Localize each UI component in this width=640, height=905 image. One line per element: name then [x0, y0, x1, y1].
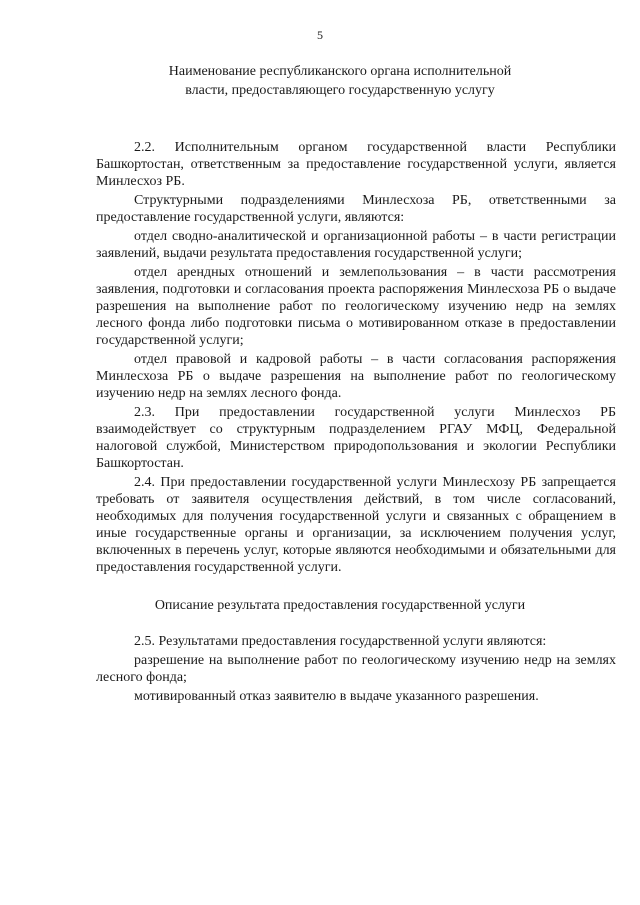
paragraph-2-5: 2.5. Результатами предоставления государственной услуги являются: [134, 634, 547, 649]
paragraph-result-refusal: мотивированный отказ заявителю в выдаче указанного разрешения. [134, 689, 539, 704]
page-number: 5 [317, 28, 323, 42]
heading-line: Наименование республиканского органа исполнительной [168, 64, 512, 79]
section-heading-result: Описание результата предоставления государственной услуги [154, 598, 526, 613]
paragraph-unit-registration: отдел сводно-аналитической и организационной работы – в части регистрации заявлений, выдачи результата предоставления государственной услуги; [96, 229, 616, 261]
paragraph-2-3: 2.3. При предоставлении государственной услуги Минлесхоз РБ взаимодействует со структурным подразделением РГАУ МФЦ, Федеральной налоговой службой, Министерством природопользования и экологии Республики Башкортостан. [96, 405, 616, 471]
section-heading-executive-authority [60, 62, 620, 100]
section-body-executive-authority [96, 139, 616, 576]
paragraph-unit-lease: отдел арендных отношений и землепользования – в части рассмотрения заявления, подготовки и согласования проекта распоряжения Минлесхоза РБ о выдаче разрешения на выполнение работ по геологическому изучению недр на землях лесного фонда либо подготовки письма о мотивированном отказе в предоставлении государственной услуги; [96, 265, 616, 348]
paragraph-2-2: 2.2. Исполнительным органом государственной власти Республики Башкортостан, ответственным за предоставление государственной услуги, является Минлесхоз РБ. [96, 140, 616, 189]
paragraph-unit-legal: отдел правовой и кадровой работы – в части согласования распоряжения Минлесхоза РБ о выдаче разрешения на выполнение работ по геологическому изучению недр на землях лесного фонда. [96, 352, 616, 401]
paragraph-result-permit: разрешение на выполнение работ по геологическому изучению недр на землях лесного фонда; [96, 653, 616, 685]
section-body-result [96, 633, 616, 705]
paragraph-structural-units: Структурными подразделениями Минлесхоза РБ, ответственными за предоставление государственной услуги, являются: [96, 193, 616, 225]
heading-line: власти, предоставляющего государственную услугу [185, 83, 495, 98]
paragraph-2-4: 2.4. При предоставлении государственной услуги Минлесхозу РБ запрещается требовать от заявителя осуществления действий, в том числе согласований, необходимых для получения государственной услуги и связанных с обращением в иные государственные органы и организации, за исключением получения услуг, включенных в перечень услуг, которые являются необходимыми и обязательными для предоставления государственной услуги. [96, 475, 616, 575]
